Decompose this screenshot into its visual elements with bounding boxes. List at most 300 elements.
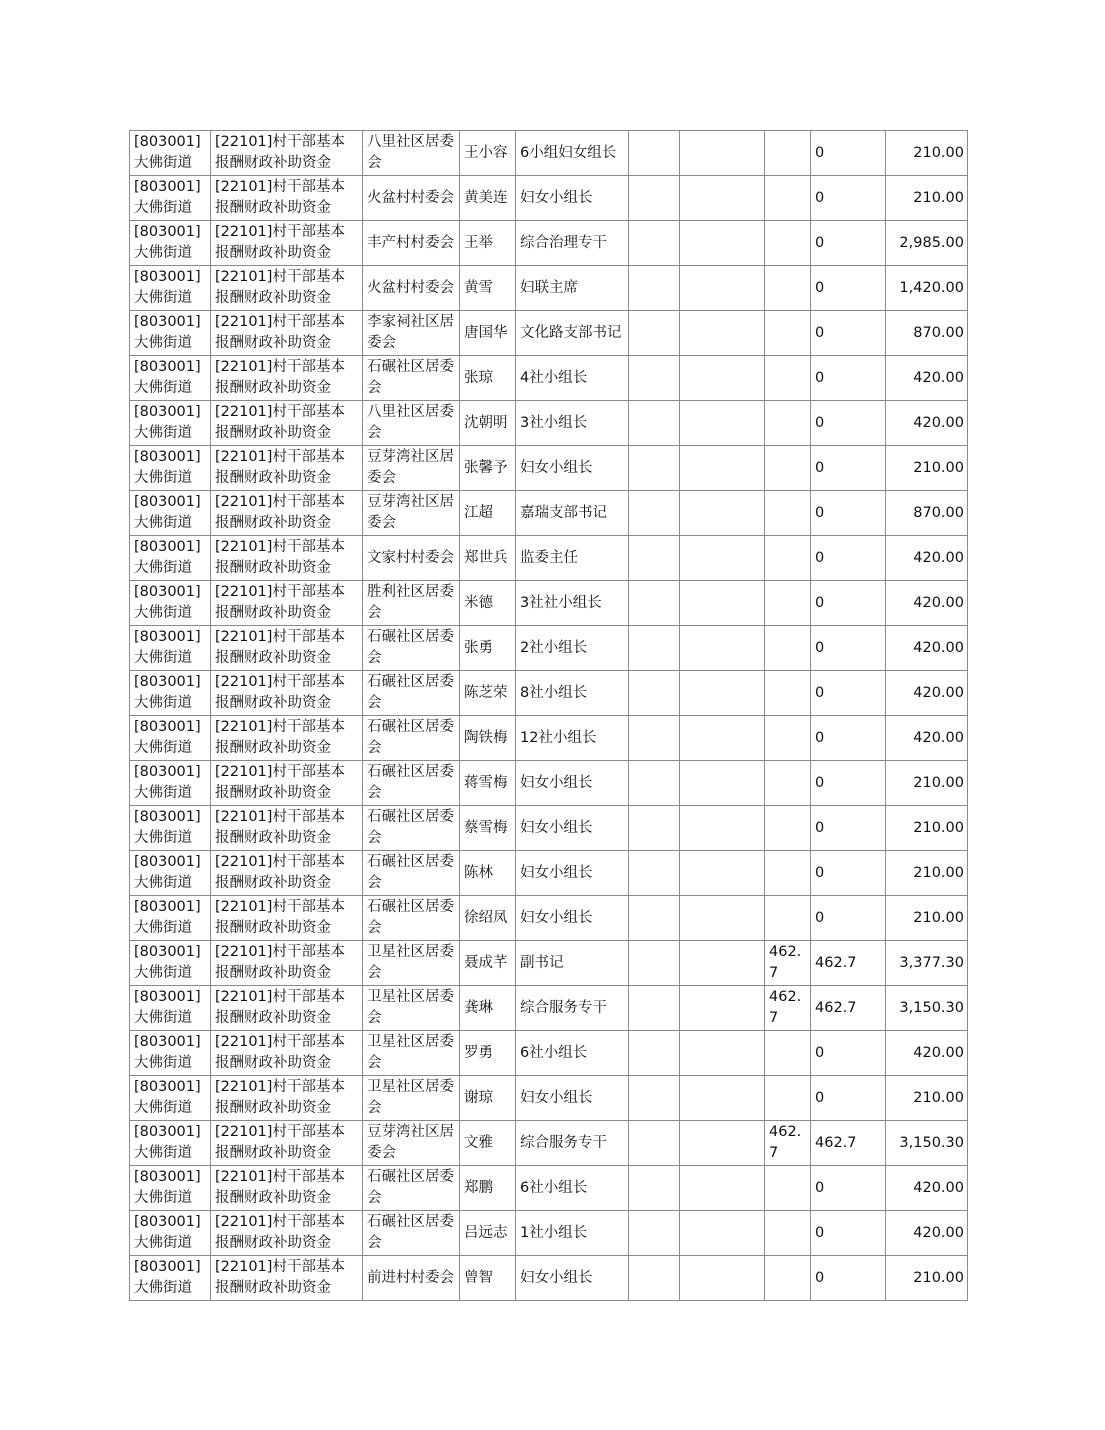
org-code: [803001] xyxy=(134,1034,201,1050)
position-cell: 副书记 xyxy=(516,941,629,986)
org-cell xyxy=(130,176,211,221)
fund-cell xyxy=(211,1031,363,1076)
org-name: 大佛街道 xyxy=(134,155,192,171)
unit-cell: 前进村村委会 xyxy=(363,1256,460,1301)
org-name: 大佛街道 xyxy=(134,1190,192,1206)
table-row xyxy=(130,536,968,581)
deduction-total-cell: 0 xyxy=(811,1166,886,1211)
deduction-total-cell: 0 xyxy=(811,581,886,626)
deduction-total-cell: 0 xyxy=(811,626,886,671)
empty-cell-2 xyxy=(680,716,765,761)
org-code: [803001] xyxy=(134,179,201,195)
deduction-cell xyxy=(765,851,811,896)
fund-cell xyxy=(211,401,363,446)
amount-cell: 2,985.00 xyxy=(886,221,968,266)
empty-cell-1 xyxy=(629,851,680,896)
table-row xyxy=(130,446,968,491)
deduction-total-cell: 0 xyxy=(811,806,886,851)
person-cell: 曾智 xyxy=(460,1256,516,1301)
deduction-total-cell: 462.7 xyxy=(811,1121,886,1166)
empty-cell-2 xyxy=(680,896,765,941)
org-name: 大佛街道 xyxy=(134,965,192,981)
amount-cell: 210.00 xyxy=(886,1256,968,1301)
table-row xyxy=(130,716,968,761)
org-code: [803001] xyxy=(134,989,201,1005)
org-code: [803001] xyxy=(134,1259,201,1275)
position-cell: 综合服务专干 xyxy=(516,986,629,1031)
deduction-cell: 462.7 xyxy=(765,1121,811,1166)
unit-cell: 石碾社区居委会 xyxy=(363,761,460,806)
fund-code: [22101]村干部基本 xyxy=(215,1034,345,1050)
amount-cell: 210.00 xyxy=(886,761,968,806)
table-row xyxy=(130,1121,968,1166)
empty-cell-1 xyxy=(629,941,680,986)
amount-cell: 420.00 xyxy=(886,581,968,626)
amount-cell: 210.00 xyxy=(886,446,968,491)
table-row xyxy=(130,806,968,851)
amount-cell: 210.00 xyxy=(886,1076,968,1121)
unit-cell: 卫星社区居委会 xyxy=(363,941,460,986)
fund-code: [22101]村干部基本 xyxy=(215,1214,345,1230)
deduction-cell xyxy=(765,1166,811,1211)
deduction-cell xyxy=(765,896,811,941)
fund-cell xyxy=(211,536,363,581)
unit-cell: 火盆村村委会 xyxy=(363,266,460,311)
org-name: 大佛街道 xyxy=(134,200,192,216)
person-cell: 陈林 xyxy=(460,851,516,896)
fund-name: 报酬财政补助资金 xyxy=(215,830,331,846)
amount-cell: 420.00 xyxy=(886,401,968,446)
empty-cell-1 xyxy=(629,1256,680,1301)
org-name: 大佛街道 xyxy=(134,290,192,306)
org-code: [803001] xyxy=(134,359,201,375)
org-cell xyxy=(130,446,211,491)
fund-code: [22101]村干部基本 xyxy=(215,854,345,870)
person-cell: 黄美连 xyxy=(460,176,516,221)
unit-cell: 卫星社区居委会 xyxy=(363,1076,460,1121)
org-code: [803001] xyxy=(134,899,201,915)
person-cell: 张馨予 xyxy=(460,446,516,491)
fund-name: 报酬财政补助资金 xyxy=(215,560,331,576)
org-code: [803001] xyxy=(134,764,201,780)
position-cell: 12社小组长 xyxy=(516,716,629,761)
fund-name: 报酬财政补助资金 xyxy=(215,1100,331,1116)
deduction-cell xyxy=(765,581,811,626)
fund-name: 报酬财政补助资金 xyxy=(215,785,331,801)
org-code: [803001] xyxy=(134,1124,201,1140)
unit-cell: 石碾社区居委会 xyxy=(363,1211,460,1256)
person-cell: 唐国华 xyxy=(460,311,516,356)
unit-cell: 石碾社区居委会 xyxy=(363,626,460,671)
deduction-cell xyxy=(765,221,811,266)
org-name: 大佛街道 xyxy=(134,605,192,621)
fund-code: [22101]村干部基本 xyxy=(215,629,345,645)
org-name: 大佛街道 xyxy=(134,515,192,531)
unit-cell: 李家祠社区居委会 xyxy=(363,311,460,356)
empty-cell-2 xyxy=(680,986,765,1031)
amount-cell: 870.00 xyxy=(886,491,968,536)
empty-cell-2 xyxy=(680,446,765,491)
position-cell: 文化路支部书记 xyxy=(516,311,629,356)
org-cell xyxy=(130,311,211,356)
empty-cell-2 xyxy=(680,581,765,626)
person-cell: 米德 xyxy=(460,581,516,626)
position-cell: 2社小组长 xyxy=(516,626,629,671)
org-name: 大佛街道 xyxy=(134,1010,192,1026)
org-cell xyxy=(130,1031,211,1076)
org-code: [803001] xyxy=(134,1169,201,1185)
org-cell xyxy=(130,491,211,536)
position-cell: 综合治理专干 xyxy=(516,221,629,266)
fund-cell xyxy=(211,941,363,986)
fund-cell xyxy=(211,1211,363,1256)
amount-cell: 210.00 xyxy=(886,896,968,941)
empty-cell-2 xyxy=(680,1076,765,1121)
fund-name: 报酬财政补助资金 xyxy=(215,425,331,441)
empty-cell-1 xyxy=(629,176,680,221)
deduction-total-cell: 462.7 xyxy=(811,986,886,1031)
unit-cell: 石碾社区居委会 xyxy=(363,896,460,941)
position-cell: 6小组妇女组长 xyxy=(516,131,629,176)
fund-name: 报酬财政补助资金 xyxy=(215,245,331,261)
fund-name: 报酬财政补助资金 xyxy=(215,920,331,936)
deduction-cell xyxy=(765,356,811,401)
fund-name: 报酬财政补助资金 xyxy=(215,380,331,396)
position-cell: 妇女小组长 xyxy=(516,761,629,806)
position-cell: 嘉瑞支部书记 xyxy=(516,491,629,536)
fund-cell xyxy=(211,671,363,716)
position-cell: 8社小组长 xyxy=(516,671,629,716)
org-name: 大佛街道 xyxy=(134,1055,192,1071)
table-row xyxy=(130,491,968,536)
empty-cell-1 xyxy=(629,1166,680,1211)
amount-cell: 1,420.00 xyxy=(886,266,968,311)
empty-cell-2 xyxy=(680,806,765,851)
org-cell xyxy=(130,716,211,761)
fund-cell xyxy=(211,131,363,176)
org-code: [803001] xyxy=(134,314,201,330)
org-name: 大佛街道 xyxy=(134,1280,192,1296)
fund-code: [22101]村干部基本 xyxy=(215,539,345,555)
amount-cell: 420.00 xyxy=(886,716,968,761)
org-code: [803001] xyxy=(134,719,201,735)
org-cell xyxy=(130,986,211,1031)
empty-cell-2 xyxy=(680,1166,765,1211)
empty-cell-2 xyxy=(680,671,765,716)
org-name: 大佛街道 xyxy=(134,830,192,846)
position-cell: 妇女小组长 xyxy=(516,1256,629,1301)
amount-cell: 3,150.30 xyxy=(886,986,968,1031)
unit-cell: 石碾社区居委会 xyxy=(363,716,460,761)
fund-name: 报酬财政补助资金 xyxy=(215,605,331,621)
empty-cell-2 xyxy=(680,761,765,806)
person-cell: 龚琳 xyxy=(460,986,516,1031)
table-row xyxy=(130,671,968,716)
deduction-cell xyxy=(765,1211,811,1256)
fund-cell xyxy=(211,581,363,626)
fund-code: [22101]村干部基本 xyxy=(215,134,345,150)
org-name: 大佛街道 xyxy=(134,335,192,351)
deduction-cell xyxy=(765,266,811,311)
org-code: [803001] xyxy=(134,854,201,870)
deduction-cell xyxy=(765,1031,811,1076)
position-cell: 3社小组长 xyxy=(516,401,629,446)
org-code: [803001] xyxy=(134,674,201,690)
table-row xyxy=(130,176,968,221)
deduction-total-cell: 0 xyxy=(811,1076,886,1121)
org-cell xyxy=(130,1121,211,1166)
empty-cell-2 xyxy=(680,1031,765,1076)
person-cell: 蔡雪梅 xyxy=(460,806,516,851)
empty-cell-1 xyxy=(629,626,680,671)
org-code: [803001] xyxy=(134,134,201,150)
deduction-total-cell: 0 xyxy=(811,221,886,266)
amount-cell: 210.00 xyxy=(886,806,968,851)
org-cell xyxy=(130,896,211,941)
amount-cell: 420.00 xyxy=(886,1211,968,1256)
empty-cell-2 xyxy=(680,176,765,221)
empty-cell-2 xyxy=(680,401,765,446)
fund-cell xyxy=(211,806,363,851)
fund-code: [22101]村干部基本 xyxy=(215,584,345,600)
deduction-total-cell: 0 xyxy=(811,176,886,221)
fund-name: 报酬财政补助资金 xyxy=(215,1235,331,1251)
unit-cell: 八里社区居委会 xyxy=(363,401,460,446)
fund-name: 报酬财政补助资金 xyxy=(215,335,331,351)
position-cell: 妇女小组长 xyxy=(516,896,629,941)
unit-cell: 八里社区居委会 xyxy=(363,131,460,176)
deduction-total-cell: 0 xyxy=(811,131,886,176)
position-cell: 妇女小组长 xyxy=(516,446,629,491)
deduction-cell xyxy=(765,401,811,446)
person-cell: 文雅 xyxy=(460,1121,516,1166)
org-cell xyxy=(130,806,211,851)
org-cell xyxy=(130,851,211,896)
table-row xyxy=(130,941,968,986)
fund-code: [22101]村干部基本 xyxy=(215,719,345,735)
position-cell: 监委主任 xyxy=(516,536,629,581)
table-row xyxy=(130,266,968,311)
unit-cell: 石碾社区居委会 xyxy=(363,851,460,896)
empty-cell-1 xyxy=(629,986,680,1031)
person-cell: 郑鹏 xyxy=(460,1166,516,1211)
fund-code: [22101]村干部基本 xyxy=(215,674,345,690)
org-cell xyxy=(130,221,211,266)
position-cell: 6社小组长 xyxy=(516,1166,629,1211)
person-cell: 陈芝荣 xyxy=(460,671,516,716)
fund-code: [22101]村干部基本 xyxy=(215,404,345,420)
unit-cell: 卫星社区居委会 xyxy=(363,1031,460,1076)
org-name: 大佛街道 xyxy=(134,695,192,711)
deduction-cell xyxy=(765,176,811,221)
person-cell: 陶铁梅 xyxy=(460,716,516,761)
empty-cell-1 xyxy=(629,716,680,761)
org-name: 大佛街道 xyxy=(134,1100,192,1116)
table-row xyxy=(130,986,968,1031)
fund-code: [22101]村干部基本 xyxy=(215,494,345,510)
fund-cell xyxy=(211,626,363,671)
fund-name: 报酬财政补助资金 xyxy=(215,1055,331,1071)
deduction-total-cell: 0 xyxy=(811,1211,886,1256)
unit-cell: 火盆村村委会 xyxy=(363,176,460,221)
position-cell: 3社社小组长 xyxy=(516,581,629,626)
deduction-cell xyxy=(765,626,811,671)
org-cell xyxy=(130,131,211,176)
amount-cell: 210.00 xyxy=(886,131,968,176)
table-row xyxy=(130,1031,968,1076)
fund-code: [22101]村干部基本 xyxy=(215,1079,345,1095)
person-cell: 徐绍凤 xyxy=(460,896,516,941)
fund-cell xyxy=(211,1166,363,1211)
table-row xyxy=(130,1211,968,1256)
deduction-cell xyxy=(765,131,811,176)
deduction-total-cell: 0 xyxy=(811,266,886,311)
deduction-cell: 462.7 xyxy=(765,986,811,1031)
person-cell: 张勇 xyxy=(460,626,516,671)
deduction-cell xyxy=(765,491,811,536)
fund-cell xyxy=(211,311,363,356)
table-row xyxy=(130,896,968,941)
org-cell xyxy=(130,356,211,401)
org-name: 大佛街道 xyxy=(134,1145,192,1161)
table-row xyxy=(130,356,968,401)
deduction-total-cell: 0 xyxy=(811,896,886,941)
empty-cell-1 xyxy=(629,356,680,401)
fund-name: 报酬财政补助资金 xyxy=(215,1145,331,1161)
org-code: [803001] xyxy=(134,584,201,600)
position-cell: 妇女小组长 xyxy=(516,1076,629,1121)
fund-code: [22101]村干部基本 xyxy=(215,809,345,825)
empty-cell-1 xyxy=(629,671,680,716)
org-code: [803001] xyxy=(134,629,201,645)
fund-cell xyxy=(211,221,363,266)
table-row xyxy=(130,131,968,176)
org-cell xyxy=(130,626,211,671)
org-code: [803001] xyxy=(134,494,201,510)
org-name: 大佛街道 xyxy=(134,650,192,666)
org-name: 大佛街道 xyxy=(134,785,192,801)
org-cell xyxy=(130,266,211,311)
empty-cell-1 xyxy=(629,266,680,311)
fund-code: [22101]村干部基本 xyxy=(215,944,345,960)
fund-cell xyxy=(211,1121,363,1166)
deduction-total-cell: 0 xyxy=(811,1256,886,1301)
deduction-total-cell: 0 xyxy=(811,671,886,716)
deduction-cell xyxy=(765,536,811,581)
empty-cell-2 xyxy=(680,1121,765,1166)
deduction-cell xyxy=(765,1256,811,1301)
person-cell: 郑世兵 xyxy=(460,536,516,581)
position-cell: 6社小组长 xyxy=(516,1031,629,1076)
person-cell: 谢琼 xyxy=(460,1076,516,1121)
position-cell: 4社小组长 xyxy=(516,356,629,401)
fund-code: [22101]村干部基本 xyxy=(215,989,345,1005)
deduction-cell: 462.7 xyxy=(765,941,811,986)
amount-cell: 420.00 xyxy=(886,356,968,401)
empty-cell-1 xyxy=(629,581,680,626)
table-row xyxy=(130,1166,968,1211)
fund-cell xyxy=(211,491,363,536)
table-row xyxy=(130,221,968,266)
table-row xyxy=(130,761,968,806)
org-name: 大佛街道 xyxy=(134,425,192,441)
amount-cell: 420.00 xyxy=(886,536,968,581)
fund-name: 报酬财政补助资金 xyxy=(215,695,331,711)
empty-cell-1 xyxy=(629,536,680,581)
unit-cell: 豆芽湾社区居委会 xyxy=(363,446,460,491)
org-code: [803001] xyxy=(134,1214,201,1230)
deduction-cell xyxy=(765,311,811,356)
empty-cell-2 xyxy=(680,1211,765,1256)
unit-cell: 石碾社区居委会 xyxy=(363,1166,460,1211)
fund-cell xyxy=(211,761,363,806)
fund-cell xyxy=(211,851,363,896)
empty-cell-2 xyxy=(680,851,765,896)
person-cell: 张琼 xyxy=(460,356,516,401)
org-name: 大佛街道 xyxy=(134,380,192,396)
person-cell: 黄雪 xyxy=(460,266,516,311)
deduction-total-cell: 0 xyxy=(811,491,886,536)
fund-name: 报酬财政补助资金 xyxy=(215,470,331,486)
fund-name: 报酬财政补助资金 xyxy=(215,515,331,531)
unit-cell: 石碾社区居委会 xyxy=(363,356,460,401)
empty-cell-2 xyxy=(680,941,765,986)
unit-cell: 石碾社区居委会 xyxy=(363,671,460,716)
deduction-cell xyxy=(765,806,811,851)
empty-cell-1 xyxy=(629,491,680,536)
amount-cell: 420.00 xyxy=(886,626,968,671)
deduction-total-cell: 0 xyxy=(811,536,886,581)
unit-cell: 卫星社区居委会 xyxy=(363,986,460,1031)
position-cell: 妇女小组长 xyxy=(516,851,629,896)
table-body xyxy=(130,131,968,1301)
deduction-total-cell: 0 xyxy=(811,716,886,761)
fund-code: [22101]村干部基本 xyxy=(215,224,345,240)
fund-cell xyxy=(211,1256,363,1301)
fund-cell xyxy=(211,986,363,1031)
fund-code: [22101]村干部基本 xyxy=(215,899,345,915)
amount-cell: 3,377.30 xyxy=(886,941,968,986)
fund-cell xyxy=(211,446,363,491)
fund-name: 报酬财政补助资金 xyxy=(215,1190,331,1206)
empty-cell-2 xyxy=(680,311,765,356)
empty-cell-2 xyxy=(680,221,765,266)
empty-cell-1 xyxy=(629,1121,680,1166)
deduction-total-cell: 0 xyxy=(811,761,886,806)
empty-cell-1 xyxy=(629,131,680,176)
empty-cell-2 xyxy=(680,491,765,536)
empty-cell-1 xyxy=(629,446,680,491)
fund-cell xyxy=(211,1076,363,1121)
org-code: [803001] xyxy=(134,809,201,825)
empty-cell-1 xyxy=(629,221,680,266)
org-cell xyxy=(130,581,211,626)
unit-cell: 文家村村委会 xyxy=(363,536,460,581)
empty-cell-2 xyxy=(680,131,765,176)
amount-cell: 3,150.30 xyxy=(886,1121,968,1166)
amount-cell: 420.00 xyxy=(886,671,968,716)
org-cell xyxy=(130,536,211,581)
fund-code: [22101]村干部基本 xyxy=(215,359,345,375)
org-name: 大佛街道 xyxy=(134,470,192,486)
org-cell xyxy=(130,401,211,446)
unit-cell: 丰产村村委会 xyxy=(363,221,460,266)
payment-table xyxy=(129,130,968,1301)
empty-cell-1 xyxy=(629,761,680,806)
person-cell: 王小容 xyxy=(460,131,516,176)
org-cell xyxy=(130,941,211,986)
org-cell xyxy=(130,761,211,806)
